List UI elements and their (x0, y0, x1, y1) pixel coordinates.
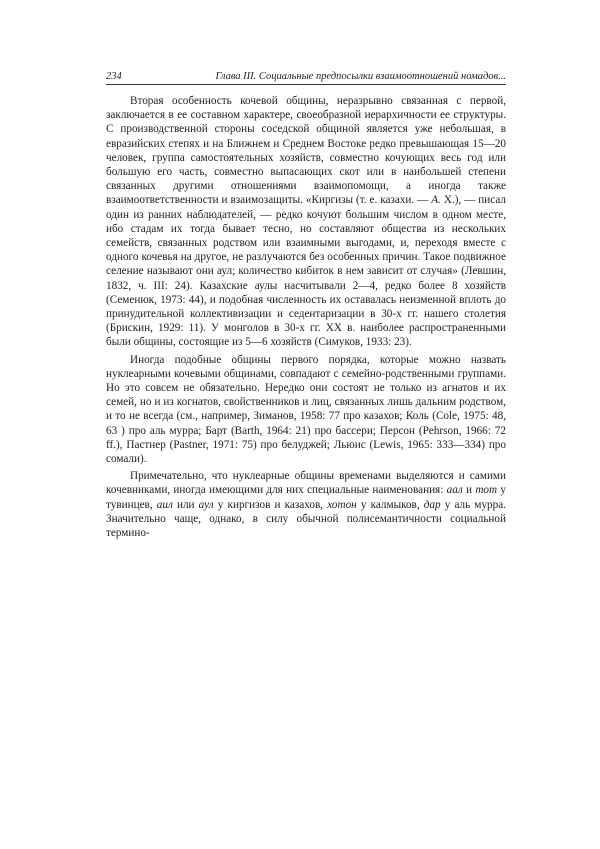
body-text (106, 94, 506, 543)
running-header (106, 71, 506, 85)
text-segment: или (172, 498, 199, 511)
text-segment: у калмыков, (356, 498, 424, 511)
page-number: 234 (106, 71, 122, 82)
text-segment: у аль мурра. Значительно чаще, однако, в силу обычной полисемантичности социальной термино- (106, 498, 506, 540)
text-segment: Иногда подобные общины первого порядка, которые можно назвать нуклеарными кочевыми общинами, совпадают с семейно-родственными группами. Но это совсем не обязательно. Нередко они состоят не только из агнатов и их семей, но и из когнатов, свойственников и лиц, связанных лишь дальним родством, и то не всегда (см., например, Зиманов, 1958: 77 про казахов; Коль (Cole, 1975: 48, 63 ) про аль мурра; Барт (Barth, 1964: 21) про бассери; Персон (Pehrson, 1966: 72 ff.), Пастнер (Pastner, 1971: 75) про белуджей; Льюис (Lewis, 1965: 333—334) про сомали). (106, 353, 506, 466)
italic-initial: А. (431, 194, 441, 207)
text-segment: Вторая особенность кочевой общины, неразрывно связанная с первой, заключается в ее составном характере, своеобразной иерархичности ее структуры. С производственной стороны соседской общиной является уже небольшая, в евразийских степях и на Ближнем и Среднем Востоке редко превышающая 15—20 человек, группа самостоятельных хозяйств, совместно кочующих весь год или большую его часть, совместно выпасающих скот или в наибольшей степени связанных другими отношениями взаимопомощи, а иногда также взаимоответственности и взаимозащиты. «Киргизы (т. е. казахи. — (106, 95, 506, 207)
term-khoton: хотон (327, 498, 357, 511)
text-segment: у тувинцев, (106, 484, 507, 511)
term-ail: аил (156, 498, 173, 511)
text-segment: у киргизов и казахов, (213, 498, 328, 511)
term-aul: аул (198, 498, 214, 511)
text-segment: Х.), — писал один из ранних наблюдателей, — редко кочуют большим числом в одном месте, ибо стадам их тогда бывает тесно, но составляют общества из нескольких семейств, связанных родством или взаимными выгодами, и, переходя вместе с одного кочевья на другое, не разлучаются без особенных причин. Такое подвижное селение называют они аул; количество кибиток в нем зависит от случая» (Левшин, 1832, ч. III: 24). Казахские аулы насчитывали 2—4, редко более 8 хозяйств (Семенюк, 1973: 44), и подобная численность их оставалась неизменной вплоть до принудительной коллективизации и седентаризации в 30-х гг. нашего столетия (Брискин, 1929: 11). У монголов в 30-х гг. XX в. наиболее распространенными были общины, состоящие из 5—6 хозяйств (Симуков, 1933: 23). (106, 194, 507, 349)
text-segment: Примечательно, что нуклеарные общины временами выделяются и самими кочевниками, иногда имеющими для них специальные наименования: (106, 470, 506, 497)
term-aal: аал (446, 484, 463, 497)
text-segment: и (462, 484, 476, 497)
paragraph-2 (106, 353, 506, 467)
term-dar: дар (423, 498, 441, 511)
running-title: Глава III. Социальные предпосылки взаимоотношений номадов... (215, 71, 506, 82)
paragraph-1 (106, 94, 506, 350)
paragraph-3 (106, 469, 506, 540)
term-tot: тот (475, 484, 498, 497)
